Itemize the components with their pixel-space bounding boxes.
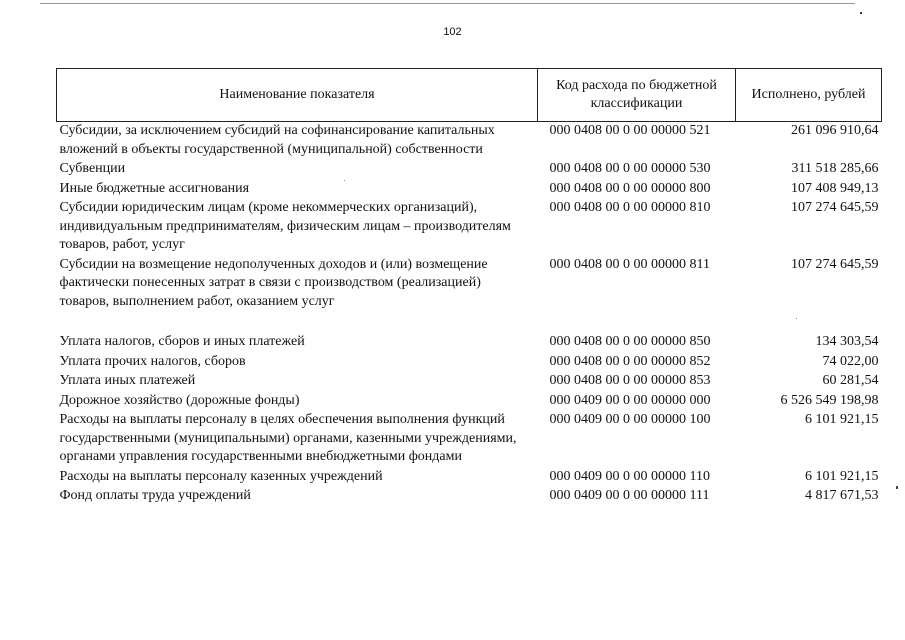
column-header-amount: Исполнено, рублей bbox=[736, 69, 882, 122]
executed-amount-cell: 311 518 285,66 bbox=[791, 161, 879, 176]
indicator-name-cell: Уплата налогов, сборов и иных платежей bbox=[59, 334, 305, 349]
indicator-name-cell: Фонд оплаты труда учреждений bbox=[59, 488, 251, 503]
expense-code-cell: 000 0408 00 0 00 00000 853 bbox=[549, 373, 711, 388]
indicator-name-cell: Расходы на выплаты персоналу казенных учреждений bbox=[59, 468, 383, 484]
table-row bbox=[57, 256, 882, 334]
executed-amount-cell: 261 096 910,64 bbox=[791, 123, 879, 138]
indicator-name-cell: Иные бюджетные ассигнования bbox=[59, 180, 250, 196]
column-header-code: Код расхода по бюджетной классификации bbox=[538, 69, 736, 122]
table-row bbox=[57, 180, 882, 200]
executed-amount-cell: 107 408 949,13 bbox=[791, 180, 879, 196]
table-row bbox=[57, 199, 882, 256]
executed-amount-cell: 107 274 645,59 bbox=[791, 256, 879, 272]
executed-amount-cell: 60 281,54 bbox=[822, 373, 879, 388]
expense-code-cell: 000 0409 00 0 00 00000 110 bbox=[549, 468, 710, 484]
executed-amount-cell: 4 817 671,53 bbox=[805, 488, 879, 503]
expense-code-cell: 000 0408 00 0 00 00000 850 bbox=[549, 334, 711, 349]
table-row bbox=[57, 392, 882, 412]
scan-speck bbox=[796, 318, 797, 319]
indicator-name-cell: Субвенции bbox=[59, 161, 126, 176]
table-row bbox=[57, 411, 882, 468]
table-row bbox=[57, 487, 882, 507]
indicator-name-cell: Субсидии, за исключением субсидий на софинансирование капитальных вложений в объекты государственной (муниципальной) собственности bbox=[59, 123, 495, 157]
executed-amount-cell: 107 274 645,59 bbox=[791, 200, 879, 215]
expense-code-cell: 000 0409 00 0 00 00000 111 bbox=[549, 488, 710, 503]
indicator-name-cell: Субсидии юридическим лицам (кроме некоммерческих организаций), индивидуальным предпринимателям, физическим лицам – производителям товаров, работ, услуг bbox=[59, 200, 511, 252]
indicator-name-cell: Уплата прочих налогов, сборов bbox=[59, 353, 246, 369]
indicator-name-cell: Субсидии на возмещение недополученных доходов и (или) возмещение фактически понесенных затрат в связи с производством (реализацией) товаров, выполнением работ, оказанием услуг bbox=[59, 256, 488, 309]
column-header-name: Наименование показателя bbox=[57, 69, 538, 122]
expense-code-cell: 000 0408 00 0 00 00000 521 bbox=[549, 123, 711, 138]
executed-amount-cell: 6 101 921,15 bbox=[805, 412, 879, 427]
budget-execution-table bbox=[56, 68, 882, 507]
scan-edge-line bbox=[40, 3, 855, 4]
expense-code-cell: 000 0408 00 0 00 00000 800 bbox=[549, 180, 711, 196]
scan-artifact-dot bbox=[860, 12, 862, 14]
expense-code-cell: 000 0408 00 0 00 00000 530 bbox=[549, 161, 711, 176]
expense-code-cell: 000 0408 00 0 00 00000 852 bbox=[549, 353, 711, 369]
executed-amount-cell: 6 526 549 198,98 bbox=[780, 392, 879, 408]
indicator-name-cell: Уплата иных платежей bbox=[59, 373, 196, 388]
table-row bbox=[57, 372, 882, 392]
scan-speck bbox=[344, 180, 345, 181]
table-row bbox=[57, 160, 882, 180]
page-number: 102 bbox=[443, 26, 462, 38]
indicator-name-cell: Расходы на выплаты персоналу в целях обеспечения выполнения функций государственными (муниципальными) органами, казенными учреждениями, органами управления государственными внебюджетными фондами bbox=[59, 412, 517, 464]
table-header-row bbox=[57, 69, 882, 122]
table-row bbox=[57, 468, 882, 488]
indicator-name-cell: Дорожное хозяйство (дорожные фонды) bbox=[59, 392, 300, 408]
expense-code-cell: 000 0409 00 0 00 00000 000 bbox=[549, 392, 711, 408]
executed-amount-cell: 74 022,00 bbox=[822, 353, 879, 369]
table-row bbox=[57, 353, 882, 373]
expense-code-cell: 000 0408 00 0 00 00000 810 bbox=[549, 200, 711, 215]
executed-amount-cell: 6 101 921,15 bbox=[805, 468, 879, 484]
table-row bbox=[57, 122, 882, 161]
expense-code-cell: 000 0408 00 0 00 00000 811 bbox=[549, 256, 710, 272]
executed-amount-cell: 134 303,54 bbox=[815, 334, 879, 349]
scan-margin-mark bbox=[896, 486, 898, 489]
expense-code-cell: 000 0409 00 0 00 00000 100 bbox=[549, 412, 711, 427]
table-row bbox=[57, 333, 882, 353]
